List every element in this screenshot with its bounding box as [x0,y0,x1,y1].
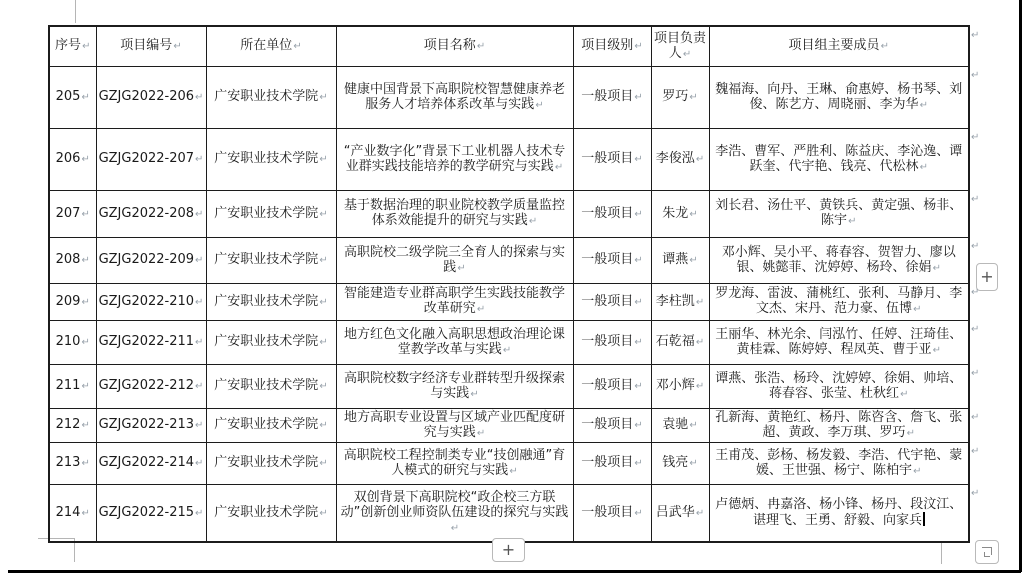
table-header-row [49,26,969,66]
end-of-cell-mark-icon: ↵ [195,337,204,348]
header-level[interactable] [573,26,651,66]
expand-icon [981,546,993,558]
end-of-cell-mark-icon: ↵ [634,381,643,392]
cell-text: GZJG2022-207 [98,151,195,166]
cell-text: 高职院校二级学院三全育人的探索与实践 [343,244,565,275]
cell-text: 一般项目 [581,151,634,166]
insert-row-handle-right[interactable]: + [976,263,998,291]
cell-text: GZJG2022-210 [98,293,195,309]
cell-unit[interactable] [206,408,336,442]
cell-leader[interactable] [651,408,709,442]
cell-text: 一般项目 [581,89,634,104]
text-caret [923,512,925,526]
end-of-row-mark-icon: ↵ [971,241,980,252]
cell-seq[interactable] [49,364,96,408]
cell-project-name[interactable] [336,128,573,190]
end-of-cell-mark-icon: ↵ [195,92,204,103]
end-of-cell-mark-icon: ↵ [81,458,90,469]
cell-project-name[interactable] [336,442,573,484]
end-of-cell-mark-icon: ↵ [689,255,698,266]
end-of-cell-mark-icon: ↵ [319,208,328,220]
cell-project-name[interactable] [336,484,573,542]
cell-text: GZJG2022-212 [98,378,195,393]
end-of-cell-mark-icon: ↵ [528,216,538,227]
table-row [49,320,969,364]
end-of-cell-mark-icon: ↵ [695,381,705,392]
end-of-cell-mark-icon: ↵ [476,304,486,315]
cell-text: 刘长君、汤仕平、黄铁兵、黄定强、杨非、陈宇 [715,198,963,228]
cell-text: “产业数字化”背景下工业机器人技术专业群实践技能培养的教学研究与实践 [343,143,566,174]
cell-leader[interactable] [651,190,709,237]
end-of-cell-mark-icon: ↵ [195,381,204,392]
cell-unit[interactable] [206,283,336,320]
cell-text: 一般项目 [581,252,634,267]
cell-members[interactable] [709,66,969,128]
cell-code[interactable] [96,442,206,484]
cell-text: 高职院校工程控制类专业“技创融通”育人模式的研究与实践 [343,447,566,478]
table-row [49,408,969,442]
end-of-cell-mark-icon: ↵ [319,381,328,392]
end-of-cell-mark-icon: ↵ [689,420,698,431]
end-of-cell-mark-icon: ↵ [919,99,928,111]
cell-text: 地方高职专业设置与区域产业匹配度研究与实践 [343,409,565,440]
cell-text: GZJG2022-214 [98,455,195,470]
end-of-row-mark-icon: ↵ [971,70,980,81]
end-of-cell-mark-icon: ↵ [682,48,692,60]
end-of-cell-mark-icon: ↵ [82,41,91,53]
end-of-cell-mark-icon: ↵ [880,41,889,53]
end-of-cell-mark-icon: ↵ [293,41,302,53]
cell-text: GZJG2022-209 [98,252,195,267]
end-of-row-mark-icon: ↵ [971,287,980,298]
cell-project-name[interactable] [336,283,573,320]
cell-text: 高职院校数字经济专业群转型升级探索与实践 [343,370,565,401]
cell-text: 广安职业技术学院 [214,151,319,166]
cell-code[interactable] [96,408,206,442]
header-unit[interactable] [206,26,336,66]
cell-members[interactable] [709,442,969,484]
end-of-row-mark-icon: ↵ [971,368,980,379]
cell-text: GZJG2022-211 [98,334,195,349]
table-row [49,190,969,237]
cell-text: 广安职业技术学院 [214,455,319,470]
header-label: 所在单位 [240,38,293,54]
table-row [49,283,969,320]
cell-text: 魏福海、向丹、王琳、俞惠婷、杨书琴、刘俊、陈艺方、周晓丽、李为华 [715,81,963,112]
end-of-cell-mark-icon: ↵ [470,388,479,400]
end-of-cell-mark-icon: ↵ [913,465,922,477]
cell-code[interactable] [96,128,206,190]
cell-text: 地方红色文化融入高职思想政治理论课堂教学改革与实践 [343,326,565,357]
cell-code[interactable] [96,320,206,364]
cell-members[interactable] [709,320,969,364]
header-label: 项目编号 [120,38,173,54]
cell-project-name[interactable] [336,190,573,237]
end-of-cell-mark-icon: ↵ [634,420,643,431]
cell-members[interactable] [709,408,969,442]
end-of-cell-mark-icon: ↵ [173,41,182,53]
cell-unit[interactable] [206,237,336,283]
cell-text: 钱亮 [662,455,689,470]
cell-leader[interactable] [651,66,709,128]
cell-text: 广安职业技术学院 [214,252,319,267]
cell-unit[interactable] [206,320,336,364]
cell-seq[interactable] [49,128,96,190]
cell-unit[interactable] [206,128,336,190]
cell-leader[interactable] [651,484,709,542]
margin-mark-top [75,0,76,23]
cell-seq[interactable] [49,320,96,364]
cell-text: 209 [55,293,81,309]
cell-text: 孔新海、黄艳红、杨丹、陈咨含、詹飞、张超、黄政、李万琪、罗巧 [715,409,963,440]
end-of-cell-mark-icon: ↵ [695,507,705,519]
end-of-cell-mark-icon: ↵ [695,154,705,165]
end-of-cell-mark-icon: ↵ [634,92,643,103]
end-of-cell-mark-icon: ↵ [195,255,204,266]
end-of-cell-mark-icon: ↵ [689,208,698,220]
cell-leader[interactable] [651,442,709,484]
cell-text: GZJG2022-206 [98,89,195,104]
cell-level[interactable] [573,190,651,237]
end-of-cell-mark-icon: ↵ [319,154,328,165]
cell-project-name[interactable] [336,364,573,408]
cell-text: 广安职业技术学院 [214,89,319,104]
cell-leader[interactable] [651,283,709,320]
cell-text: 205 [55,89,81,104]
table-row [49,364,969,408]
cell-text: GZJG2022-215 [98,504,195,520]
end-of-cell-mark-icon: ↵ [932,262,941,274]
end-of-cell-mark-icon: ↵ [634,41,643,53]
cell-text: 王丽华、林光余、闫泓竹、任婷、汪琦佳、黄桂霖、陈婷婷、程凤英、曹于亚 [715,326,963,357]
cell-level[interactable] [573,364,651,408]
end-of-cell-mark-icon: ↵ [634,208,643,220]
cell-text: 广安职业技术学院 [214,378,319,393]
insert-row-handle-bottom[interactable]: + [492,538,525,562]
cell-text: 吕武华 [655,504,695,520]
end-of-cell-mark-icon: ↵ [634,296,643,308]
resize-table-button[interactable] [975,540,999,564]
cell-level[interactable] [573,484,651,542]
cell-text: 邓小辉 [655,378,695,393]
header-label: 项目名称 [423,38,476,54]
end-of-row-mark-icon: ↵ [971,30,980,41]
end-of-row-mark-icon: ↵ [971,412,980,423]
cell-text: 一般项目 [581,378,634,393]
cell-members[interactable] [709,484,969,542]
cell-project-name[interactable] [336,66,573,128]
end-of-cell-mark-icon: ↵ [81,208,90,220]
cell-project-name[interactable] [336,320,573,364]
cell-leader[interactable] [651,320,709,364]
end-of-row-mark-icon: ↵ [971,488,980,499]
end-of-cell-mark-icon: ↵ [906,427,915,439]
cell-text: 罗龙海、雷波、蒲桃红、张利、马静月、李文杰、宋丹、范力豪、伍博 [715,286,963,316]
cell-text: 211 [55,378,81,393]
cell-text: 一般项目 [581,205,634,221]
end-of-cell-mark-icon: ↵ [900,388,909,400]
cell-text: 谭燕 [662,252,689,267]
cell-level[interactable] [573,66,651,128]
table-row [49,128,969,190]
end-of-cell-mark-icon: ↵ [195,208,204,220]
end-of-cell-mark-icon: ↵ [913,304,922,315]
cell-code[interactable] [96,237,206,283]
cell-level[interactable] [573,283,651,320]
cell-text: 210 [55,334,81,349]
cell-text: 214 [55,504,81,520]
cell-text: 206 [55,151,81,166]
end-of-cell-mark-icon: ↵ [919,161,928,173]
end-of-cell-mark-icon: ↵ [502,344,512,356]
cell-level[interactable] [573,408,651,442]
cell-level[interactable] [573,237,651,283]
end-of-cell-mark-icon: ↵ [554,161,564,173]
end-of-cell-mark-icon: ↵ [81,381,90,392]
end-of-cell-mark-icon: ↵ [450,522,460,534]
cell-leader[interactable] [651,237,709,283]
cell-text: GZJG2022-208 [98,205,195,221]
end-of-cell-mark-icon: ↵ [81,255,90,266]
header-seq[interactable] [49,26,96,66]
cell-code[interactable] [96,66,206,128]
cell-unit[interactable] [206,364,336,408]
cell-text: 广安职业技术学院 [214,417,319,432]
cell-text: 朱龙 [662,205,689,221]
project-table [48,25,970,543]
end-of-cell-mark-icon: ↵ [81,296,90,308]
cell-seq[interactable] [49,442,96,484]
end-of-cell-mark-icon: ↵ [634,255,643,266]
end-of-cell-mark-icon: ↵ [81,92,90,103]
end-of-cell-mark-icon: ↵ [689,458,698,469]
cell-leader[interactable] [651,128,709,190]
header-leader[interactable] [651,26,709,66]
cell-unit[interactable] [206,484,336,542]
window-border-bottom [8,570,1021,573]
end-of-cell-mark-icon: ↵ [476,41,486,53]
end-of-cell-mark-icon: ↵ [195,420,204,431]
header-label: 项目组主要成员 [788,38,880,54]
cell-text: 双创背景下高职院校“政企校三方联动”创新创业师资队伍建设的探究与实践 [340,489,569,520]
cell-project-name[interactable] [336,237,573,283]
cell-text: 王甫茂、彭杨、杨发毅、李浩、代宇艳、蒙媛、王世强、杨宁、陈柏宇 [715,447,963,478]
cell-text: 208 [55,252,81,267]
cell-level[interactable] [573,128,651,190]
cell-unit[interactable] [206,442,336,484]
end-of-cell-mark-icon: ↵ [476,427,486,439]
cell-members[interactable] [709,364,969,408]
cell-text: 广安职业技术学院 [214,334,319,349]
cell-code[interactable] [96,364,206,408]
cell-text: 李浩、曹军、严胜利、陈益庆、李沁逸、谭跃奎、代宇艳、钱亮、代松林 [715,143,963,174]
end-of-cell-mark-icon: ↵ [81,154,90,165]
cell-text: 李俊泓 [655,151,695,166]
header-label: 项目负责人 [653,30,706,61]
end-of-cell-mark-icon: ↵ [319,255,328,266]
end-of-cell-mark-icon: ↵ [634,154,643,165]
cell-text: 邓小辉、吴小平、蒋春容、贺智力、廖以银、姚懿菲、沈婷婷、杨玲、徐娟 [721,244,956,275]
end-of-row-mark-icon: ↵ [971,194,980,205]
cell-code[interactable] [96,190,206,237]
window-border-right [1019,0,1022,572]
cell-text: GZJG2022-213 [98,417,195,432]
header-code[interactable] [96,26,206,66]
cell-text: 212 [55,417,81,432]
cell-leader[interactable] [651,364,709,408]
end-of-cell-mark-icon: ↵ [319,296,328,308]
cell-text: 207 [55,205,81,221]
end-of-cell-mark-icon: ↵ [535,99,544,111]
end-of-cell-mark-icon: ↵ [848,216,857,227]
cell-members[interactable] [709,283,969,320]
end-of-cell-mark-icon: ↵ [195,458,204,469]
cell-text: 一般项目 [581,293,634,309]
end-of-cell-mark-icon: ↵ [195,296,204,308]
end-of-cell-mark-icon: ↵ [195,154,204,165]
cell-seq[interactable] [49,66,96,128]
cell-level[interactable] [573,320,651,364]
table-row [49,66,969,128]
end-of-cell-mark-icon: ↵ [319,92,328,103]
cell-seq[interactable] [49,190,96,237]
cell-text: 213 [55,455,81,470]
end-of-row-mark-icon: ↵ [971,446,980,457]
cell-text: 广安职业技术学院 [214,205,319,221]
header-label: 序号 [55,38,82,54]
end-of-cell-mark-icon: ↵ [319,458,328,469]
cell-unit[interactable] [206,190,336,237]
cell-text: 一般项目 [581,504,634,520]
cell-text: 健康中国背景下高职院校智慧健康养老服务人才培养体系改革与实践 [343,81,565,112]
cell-text: 李柱凯 [655,293,695,309]
table-row [49,237,969,283]
cell-text: 罗巧 [662,89,689,104]
header-project-name[interactable] [336,26,573,66]
table-row [49,442,969,484]
end-of-cell-mark-icon: ↵ [319,337,328,348]
cell-text: 基于数据治理的职业院校教学质量监控体系效能提升的研究与实践 [343,198,565,228]
cell-project-name[interactable] [336,408,573,442]
cell-text: 广安职业技术学院 [214,293,319,309]
cell-text: 谭燕、张浩、杨玲、沈婷婷、徐娟、帅培、蒋春容、张莹、杜秋红 [715,370,963,401]
cell-text: 一般项目 [581,455,634,470]
cell-members[interactable] [709,128,969,190]
cell-code[interactable] [96,484,206,542]
cell-code[interactable] [96,283,206,320]
cell-text: 卢德炳、冉嘉洛、杨小锋、杨丹、段汶江、谌理飞、王勇、舒毅、向家兵 [715,497,963,529]
end-of-cell-mark-icon: ↵ [81,507,90,519]
end-of-cell-mark-icon: ↵ [932,344,941,356]
end-of-cell-mark-icon: ↵ [634,337,643,348]
end-of-cell-mark-icon: ↵ [695,337,705,348]
end-of-cell-mark-icon: ↵ [195,507,204,519]
cell-text: 石乾福 [655,334,695,349]
cell-text: 一般项目 [581,417,634,432]
end-of-cell-mark-icon: ↵ [695,296,705,308]
cell-text: 袁驰 [662,417,689,432]
end-of-cell-mark-icon: ↵ [689,92,698,103]
cell-seq[interactable] [49,283,96,320]
header-members[interactable] [709,26,969,66]
end-of-cell-mark-icon: ↵ [457,262,466,274]
end-of-cell-mark-icon: ↵ [634,458,643,469]
end-of-row-mark-icon: ↵ [971,132,980,143]
end-of-cell-mark-icon: ↵ [509,465,518,477]
end-of-cell-mark-icon: ↵ [319,420,328,431]
end-of-cell-mark-icon: ↵ [319,507,328,519]
header-label: 项目级别 [581,38,634,54]
cell-text: 广安职业技术学院 [214,504,319,520]
cell-seq[interactable] [49,408,96,442]
cell-text: 一般项目 [581,334,634,349]
cell-members[interactable] [709,237,969,283]
cell-seq[interactable] [49,484,96,542]
margin-mark-bottom-right-v [941,541,942,564]
cell-level[interactable] [573,442,651,484]
end-of-cell-mark-icon: ↵ [81,420,90,431]
table-row [49,484,969,542]
end-of-row-mark-icon: ↵ [971,324,980,335]
cell-text: 智能建造专业群高职学生实践技能教学改革研究 [343,286,565,316]
end-of-cell-mark-icon: ↵ [81,337,90,348]
cell-unit[interactable] [206,66,336,128]
cell-seq[interactable] [49,237,96,283]
end-of-cell-mark-icon: ↵ [634,507,643,519]
cell-members[interactable] [709,190,969,237]
